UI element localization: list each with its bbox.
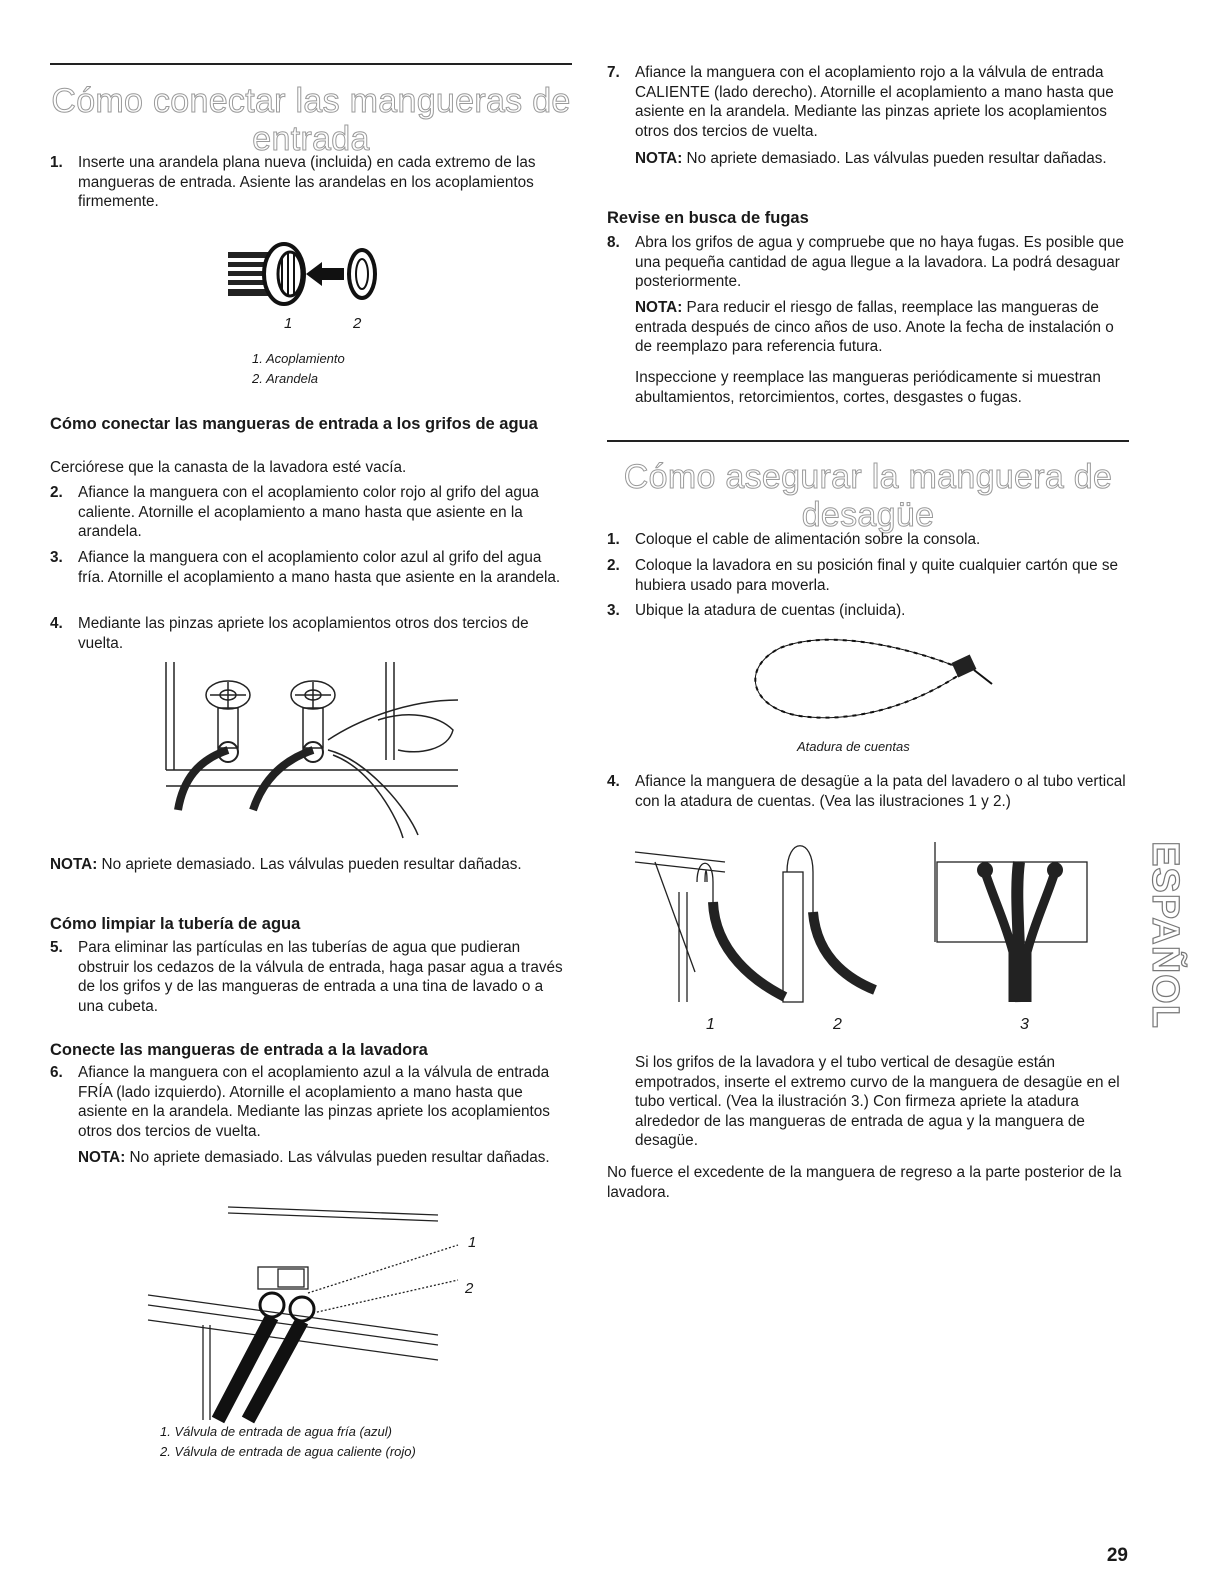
note-text: Para reducir el riesgo de fallas, reemplace las mangueras de entrada después de cinco años de uso. Anote la fecha de instalación o de reemplazo para referencia futura. [635,299,1114,355]
section-rule [607,440,1129,442]
inspect-text: Inspeccione y reemplace las mangueras periódicamente si muestran abultamientos, retorcimientos, cortes, desgastes o fugas. [635,369,1101,406]
step-8 [607,233,1129,292]
step-number: 3. [50,549,63,566]
step-5 [50,938,572,1016]
step-number: 4. [607,773,620,790]
step-text: Afiance la manguera con el acoplamiento color azul al grifo del agua fría. Atornille el acoplamiento a mano hasta que asiente en la arandela. [78,549,561,586]
title-line-2: entrada [252,120,370,158]
fig1-label-1: 1 [284,315,293,332]
note-label: NOTA: [635,150,683,167]
step-number: 2. [607,557,620,574]
fig3-caption-2: 2. Válvula de entrada de agua caliente (rojo) [160,1444,416,1459]
note-label: NOTA: [50,856,98,873]
note-1 [50,855,572,875]
drain-step-3 [607,601,1129,621]
page-number: 29 [1106,1545,1128,1566]
drain-fig-label-1: 1 [706,1016,715,1033]
coupling-washer-illustration [222,232,462,312]
language-side-tab [1143,815,1186,1055]
subheading-flush-lines: Cómo limpiar la tubería de agua [50,915,301,933]
step-number: 3. [607,602,620,619]
step-6 [50,1063,572,1141]
fig1-caption-2: 2. Arandela [252,371,319,386]
note-label: NOTA: [78,1149,126,1166]
step-1 [50,153,572,212]
washer-inlet-valves-illustration [148,1205,478,1420]
step-4 [50,614,572,653]
note-label: NOTA: [635,299,683,316]
step-number: 4. [50,615,63,632]
title-line-2: desagüe [801,496,935,534]
step-3 [50,548,572,587]
drain-fig-label-3: 3 [1020,1016,1029,1033]
note-2 [50,1148,572,1168]
subheading-check-leaks: Revise en busca de fugas [607,209,809,227]
title-line-1: Cómo asegurar la manguera de [623,458,1113,496]
fig3-caption-1: 1. Válvula de entrada de agua fría (azul) [160,1424,392,1439]
step-text: Coloque la lavadora en su posición final y quite cualquier cartón que se hubiera usado para moverla. [635,557,1119,594]
basket-empty-text: Cerciórese que la canasta de la lavadora esté vacía. [50,459,407,476]
note-text: No apriete demasiado. Las válvulas pueden resultar dañadas. [97,856,522,873]
step-text: Para eliminar las partículas en las tuberías de agua que pudieran obstruir los cedazos de la válvula de entrada, haga pasar agua a través de los grifos y de las mangueras de entrada a una tina de lavado o a una cubeta. [78,939,563,1015]
step-number: 2. [50,484,63,501]
drain-step-4 [607,772,1129,811]
step-number: 1. [50,154,63,171]
final-text: No fuerce el excedente de la manguera de regreso a la parte posterior de la lavadora. [607,1164,1122,1201]
step-text: Inserte una arandela plana nueva (incluida) en cada extremo de las mangueras de entrada. Asiente las arandelas en los acoplamientos firmemente. [78,154,536,210]
note-text: No apriete demasiado. Las válvulas pueden resultar dañadas. [125,1149,550,1166]
step-number: 1. [607,531,620,548]
step-number: 7. [607,64,620,81]
fig1-caption-1: 1. Acoplamiento [252,351,345,366]
note-3 [607,149,1129,169]
step-text: Afiance la manguera con el acoplamiento azul a la válvula de entrada FRÍA (lado izquierdo). Atornille el acoplamiento a mano hasta que asiente en la arandela. Mediante las pinzas apriete los acoplamientos otros dos tercios de vuelta. [78,1064,550,1140]
side-tab-text: ESPAÑOL [1143,841,1186,1029]
tie-caption: Atadura de cuentas [797,739,910,754]
note-text: No apriete demasiado. Las válvulas pueden resultar dañadas. [682,150,1107,167]
fig3-label-1: 1 [468,1234,477,1251]
step-2 [50,483,572,542]
title-line-1: Cómo conectar las mangueras de [51,82,571,120]
step-number: 6. [50,1064,63,1081]
step-text: Afiance la manguera con el acoplamiento color rojo al grifo del agua caliente. Atornille el acoplamiento a mano hasta que asiente en la arandela. [78,484,539,540]
step-text: Abra los grifos de agua y compruebe que no haya fugas. Es posible que una pequeña cantidad de agua llegue a la lavadora. La podrá desaguar posteriormente. [635,234,1124,290]
beaded-tie-illustration [740,628,1000,728]
drain-step-2 [607,556,1129,595]
drain-fig-label-2: 2 [833,1016,842,1033]
section-rule [50,63,572,65]
recessed-text: Si los grifos de la lavadora y el tubo vertical de desagüe están empotrados, inserte el extremo curvo de la manguera de desagüe en el tubo vertical. (Vea la ilustración 3.) Con firmeza apriete la atadura alrededor de las mangueras de entrada de agua y la manguera de desagüe. [635,1054,1120,1149]
step-7 [607,63,1129,141]
step-text: Mediante las pinzas apriete los acoplamientos otros dos tercios de vuelta. [78,615,529,652]
note-4 [607,298,1129,357]
step-text: Afiance la manguera de desagüe a la pata del lavadero o al tubo vertical con la atadura de cuentas. (Vea las ilustraciones 1 y 2.) [635,773,1126,810]
subheading-faucets: Cómo conectar las mangueras de entrada a los grifos de agua [50,415,538,433]
step-text: Afiance la manguera con el acoplamiento rojo a la válvula de entrada CALIENTE (lado derecho). Atornille el acoplamiento a mano hasta que asiente en la arandela. Mediante las pinzas apriete los acoplamientos otros dos tercios de vuelta. [635,64,1114,140]
section-title-drain-hose [607,458,1129,534]
step-text: Ubique la atadura de cuentas (incluida). [635,602,906,619]
fig1-label-2: 2 [353,315,362,332]
subheading-connect-washer: Conecte las mangueras de entrada a la lavadora [50,1041,428,1059]
step-number: 5. [50,939,63,956]
drain-step-1 [607,530,1129,550]
step-number: 8. [607,234,620,251]
fig3-label-2: 2 [465,1280,474,1297]
section-title-inlet-hoses [50,82,572,158]
step-text: Coloque el cable de alimentación sobre la consola. [635,531,981,548]
drain-hose-illustrations [635,832,1115,1010]
faucets-pliers-illustration [158,660,458,840]
